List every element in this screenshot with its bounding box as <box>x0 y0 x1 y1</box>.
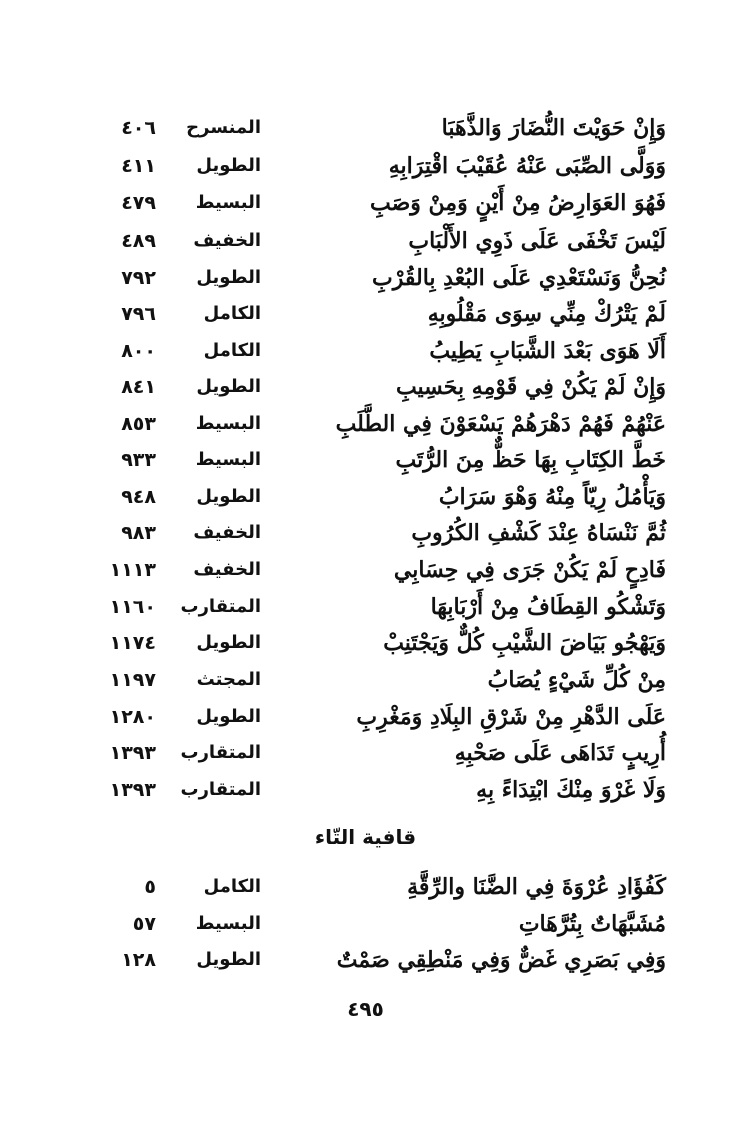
index-entry <box>0 480 731 514</box>
page-reference: ٩٣٣ <box>121 449 156 471</box>
meter-name: الطويل <box>196 632 261 653</box>
verse-text: وَوَلَّى الصِّبَى عَنْهُ عُقَيْبَ اقْتِرَابِهِ <box>388 153 666 179</box>
page-reference: ١١٩٧ <box>109 669 156 691</box>
index-entry <box>0 736 731 770</box>
verse-text: خَطَّ الكِتَابِ بِهَا حَظٌّ مِنَ الرُّتَبِ <box>395 447 666 473</box>
index-entry <box>0 516 731 550</box>
verse-text: لَمْ يَتْرُكْ مِنِّي سِوَى مَقْلُوبِهِ <box>427 301 666 327</box>
meter-name: المتقارب <box>180 596 261 617</box>
page-reference: ١١٧٤ <box>109 632 156 654</box>
page-reference: ١١٦٠ <box>109 596 156 618</box>
meter-name: البسيط <box>195 913 261 934</box>
page-reference: ٩٤٨ <box>121 486 156 508</box>
page-reference: ١٢٨٠ <box>109 706 156 728</box>
index-entry <box>0 297 731 331</box>
meter-name: الطويل <box>196 376 261 397</box>
page-reference: ٧٩٦ <box>121 303 156 325</box>
index-entry <box>0 370 731 404</box>
index-entry <box>0 261 731 295</box>
meter-name: البسيط <box>195 413 261 434</box>
index-entry <box>0 224 731 258</box>
verse-text: لَيْسَ تَخْفَى عَلَى ذَوِي الأَلْبَابِ <box>408 228 666 254</box>
meter-name: الكامل <box>203 303 261 324</box>
verse-text: وَإِنْ حَوَيْتَ النُّضَارَ وَالذَّهَبَا <box>441 115 666 141</box>
page-reference: ٨٠٠ <box>121 340 156 362</box>
page-reference: ٨٥٣ <box>121 413 156 435</box>
meter-name: الطويل <box>196 486 261 507</box>
meter-name: الطويل <box>196 267 261 288</box>
page-number: ٤٩٥ <box>347 997 384 1021</box>
verse-text: وَلَا غَرْوَ مِنْكَ ابْتِدَاءً بِهِ <box>476 777 666 803</box>
page-reference: ٤٠٦ <box>121 117 156 139</box>
verse-text: أُرِيبٍ تَدَاهَى عَلَى صَحْبِهِ <box>454 740 666 766</box>
page-reference: ٧٩٢ <box>121 267 156 289</box>
meter-name: المنسرح <box>186 117 261 138</box>
page-reference: ٥٧ <box>132 913 156 935</box>
index-entry <box>0 186 731 220</box>
page-reference: ١٣٩٣ <box>109 779 156 801</box>
meter-name: الطويل <box>196 706 261 727</box>
index-entry <box>0 334 731 368</box>
verse-text: فَادِحٍ لَمْ يَكُنْ جَرَى فِي حِسَابِي <box>393 557 666 583</box>
verse-text: وَتَشْكُو القِطَافُ مِنْ أَرْبَابِهَا <box>430 594 666 620</box>
verse-text: وَيَأْمُلُ رِيّاً مِنْهُ وَهْوَ سَرَابُ <box>438 484 666 510</box>
meter-name: البسيط <box>195 192 261 213</box>
verse-text: فَهُوَ العَوَارِضُ مِنْ أَيْنٍ وَمِنْ وَصَبِ <box>369 190 666 216</box>
meter-name: المتقارب <box>180 742 261 763</box>
meter-name: المتقارب <box>180 779 261 800</box>
index-entry <box>0 149 731 183</box>
meter-name: الكامل <box>203 876 261 897</box>
verse-text: وَفِي بَصَرِي غَضٌّ وَفِي مَنْطِقِي صَمْتٌ <box>336 947 666 973</box>
meter-name: الخفيف <box>193 559 261 580</box>
index-entry <box>0 663 731 697</box>
verse-text: وَإِنْ لَمْ يَكُنْ فِي قَوْمِهِ بِحَسِيبِ <box>395 374 666 400</box>
index-entry <box>0 773 731 807</box>
verse-text: ثُمَّ نَنْسَاهُ عِنْدَ كَشْفِ الكُرُوبِ <box>411 520 666 546</box>
meter-name: الطويل <box>196 949 261 970</box>
index-entry <box>0 626 731 660</box>
page-reference: ٤١١ <box>121 155 156 177</box>
index-entry <box>0 443 731 477</box>
verse-text: وَيَهْجُو بَيَاضَ الشَّيْبِ كُلٌّ وَيَجْتَنِبْ <box>383 630 666 656</box>
page-reference: ٨٤١ <box>121 376 156 398</box>
index-entry <box>0 590 731 624</box>
verse-text: نُحِنُّ وَنَسْتَعْدِي عَلَى البُعْدِ بِالقُرْبِ <box>372 265 666 291</box>
verse-text: مُشَبَّهَاتٌ بِتُرَّهَاتِ <box>518 911 666 937</box>
index-entry <box>0 870 731 904</box>
page-reference: ١١١٣ <box>109 559 156 581</box>
meter-name: الخفيف <box>193 522 261 543</box>
page-reference: ٥ <box>144 876 156 898</box>
verse-text: عَلَى الدَّهْرِ مِنْ شَرْقِ البِلَادِ وَمَغْرِبِ <box>356 704 666 730</box>
meter-name: الخفيف <box>193 230 261 251</box>
meter-name: البسيط <box>195 449 261 470</box>
index-entry <box>0 943 731 977</box>
meter-name: المجتث <box>196 669 261 690</box>
index-entry <box>0 700 731 734</box>
page-reference: ٤٧٩ <box>121 192 156 214</box>
verse-text: مِنْ كُلِّ شَيْءٍ يُصَابُ <box>487 667 666 693</box>
meter-name: الكامل <box>203 340 261 361</box>
index-entry <box>0 111 731 145</box>
verse-text: عَنْهُمْ فَهُمْ دَهْرَهُمْ يَسْعَوْنَ فِي الطَّلَبِ <box>335 411 666 437</box>
verse-text: أَلَا هَوَى بَعْدَ الشَّبَابِ يَطِيبُ <box>429 338 666 364</box>
page-reference: ١٣٩٣ <box>109 742 156 764</box>
page-reference: ٤٨٩ <box>121 230 156 252</box>
page-reference: ١٢٨ <box>121 949 156 971</box>
verse-text: كَفُؤَادِ عُرْوَةَ فِي الضَّنَا والرِّقَّةِ <box>407 874 666 900</box>
page-reference: ٩٨٣ <box>121 522 156 544</box>
section-heading: قافية التّاء <box>314 825 417 849</box>
meter-name: الطويل <box>196 155 261 176</box>
index-entry <box>0 907 731 941</box>
index-entry <box>0 407 731 441</box>
index-entry <box>0 553 731 587</box>
